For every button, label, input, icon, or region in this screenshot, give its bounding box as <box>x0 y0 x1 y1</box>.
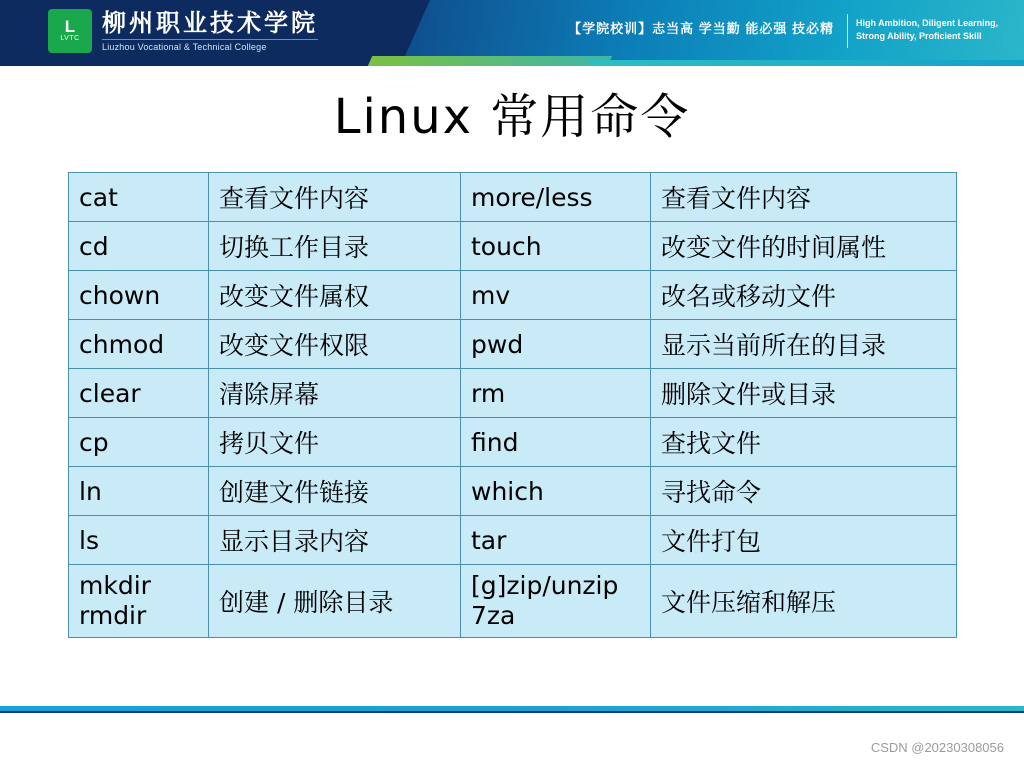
college-motto-cn: 【学院校训】志当高 学当勤 能必强 技必精 <box>568 21 834 36</box>
logo-glyph: L <box>64 17 76 36</box>
command-name: mkdir rmdir <box>69 565 209 638</box>
table-row <box>69 467 957 516</box>
page-title: Linux 常用命令 <box>333 89 691 145</box>
header-green-stripe <box>368 56 612 66</box>
command-name: chmod <box>69 320 209 369</box>
command-table-body <box>69 173 957 638</box>
table-row <box>69 271 957 320</box>
command-name: which <box>461 467 651 516</box>
command-description: 清除屏幕 <box>209 369 461 418</box>
command-description: 拷贝文件 <box>209 418 461 467</box>
command-name: cp <box>69 418 209 467</box>
command-name: touch <box>461 222 651 271</box>
command-name: find <box>461 418 651 467</box>
command-table <box>68 172 957 638</box>
college-motto-en <box>856 17 1004 43</box>
command-description: 文件压缩和解压 <box>651 565 957 638</box>
table-row <box>69 516 957 565</box>
footer-rule-dark <box>0 711 1024 713</box>
command-description: 改变文件的时间属性 <box>651 222 957 271</box>
college-logo <box>48 9 318 53</box>
command-description: 改名或移动文件 <box>651 271 957 320</box>
table-row <box>69 565 957 638</box>
command-description: 改变文件权限 <box>209 320 461 369</box>
command-name: rm <box>461 369 651 418</box>
college-motto-en-line2: Strong Ability, Proficient Skill <box>856 31 982 41</box>
table-row <box>69 173 957 222</box>
command-name: chown <box>69 271 209 320</box>
table-row <box>69 418 957 467</box>
table-row <box>69 369 957 418</box>
command-description: 查看文件内容 <box>209 173 461 222</box>
command-name: more/less <box>461 173 651 222</box>
table-row <box>69 320 957 369</box>
command-name: cat <box>69 173 209 222</box>
table-row <box>69 222 957 271</box>
slide-header <box>0 0 1024 66</box>
college-motto-en-line1: High Ambition, Diligent Learning, <box>856 18 999 28</box>
command-description: 查找文件 <box>651 418 957 467</box>
command-name: tar <box>461 516 651 565</box>
command-name: mv <box>461 271 651 320</box>
command-description: 寻找命令 <box>651 467 957 516</box>
watermark: CSDN @20230308056 <box>870 740 1004 755</box>
college-name-en: Liuzhou Vocational & Technical College <box>102 39 318 52</box>
logo-abbr: LVTC <box>60 35 80 42</box>
command-description: 创建文件链接 <box>209 467 461 516</box>
motto-divider <box>847 14 848 48</box>
header-cyan-stripe <box>590 60 1024 66</box>
command-name: [g]zip/unzip 7za <box>461 565 651 638</box>
command-name: pwd <box>461 320 651 369</box>
command-description: 显示目录内容 <box>209 516 461 565</box>
command-description: 改变文件属权 <box>209 271 461 320</box>
command-description: 查看文件内容 <box>651 173 957 222</box>
college-name-cn: 柳州职业技术学院 <box>102 8 318 37</box>
command-name: cd <box>69 222 209 271</box>
command-name: clear <box>69 369 209 418</box>
command-description: 删除文件或目录 <box>651 369 957 418</box>
command-name: ln <box>69 467 209 516</box>
command-description: 文件打包 <box>651 516 957 565</box>
command-description: 创建 / 删除目录 <box>209 565 461 638</box>
command-name: ls <box>69 516 209 565</box>
logo-mark-icon <box>48 9 92 53</box>
command-description: 显示当前所在的目录 <box>651 320 957 369</box>
command-description: 切换工作目录 <box>209 222 461 271</box>
